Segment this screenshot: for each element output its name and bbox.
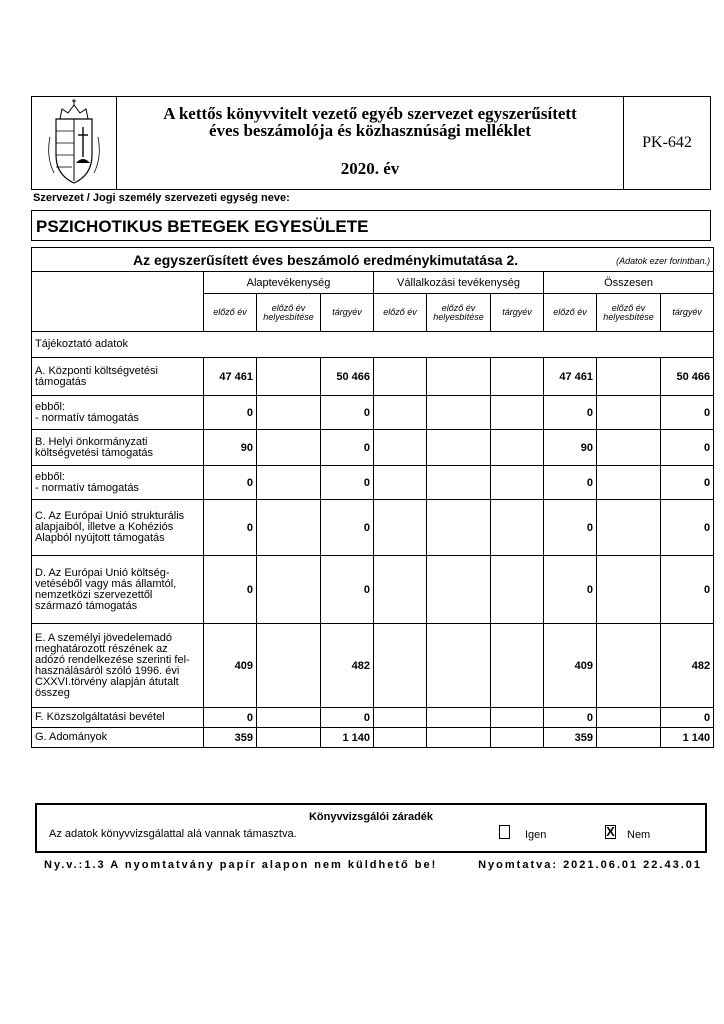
value-cell: 0 <box>204 466 257 500</box>
value-cell <box>257 396 321 430</box>
value-cell <box>374 430 427 466</box>
row-label-line: támogatás <box>35 375 87 388</box>
row-label-line: nemzetközi szervezettől <box>35 588 153 601</box>
no-checkbox[interactable]: X <box>606 824 615 839</box>
row-label-line: költségvetési támogatás <box>35 446 154 459</box>
table-title-cell <box>32 248 714 272</box>
value-cell <box>427 358 491 396</box>
value-cell <box>427 708 491 728</box>
value-cell <box>427 466 491 500</box>
sub-header-line: előző év <box>441 302 476 313</box>
row-label-line: C. Az Európai Unió strukturális <box>35 510 185 522</box>
value-cell: 0 <box>204 500 257 556</box>
value-cell: 90 <box>544 430 597 466</box>
audit-clause-box <box>35 803 707 853</box>
value-cell <box>491 624 544 708</box>
row-label-line: vetéséből vagy más államtól, <box>35 577 177 590</box>
value-cell: 0 <box>544 708 597 728</box>
form-title <box>118 105 622 139</box>
value-cell: 0 <box>661 556 714 624</box>
row-label-line: A. Központi költségvetési <box>35 364 158 377</box>
row-label <box>32 728 204 748</box>
row-label-line: Alapból nyújtott támogatás <box>35 532 165 544</box>
value-cell <box>257 500 321 556</box>
value-cell <box>374 728 427 748</box>
sub-header-line: előző év <box>611 302 646 313</box>
value-cell <box>491 500 544 556</box>
value-cell <box>257 556 321 624</box>
value-cell: 50 466 <box>661 358 714 396</box>
group-header: Alaptevékenység <box>204 272 374 294</box>
sub-header <box>321 294 374 332</box>
value-cell <box>491 430 544 466</box>
value-cell: 0 <box>204 556 257 624</box>
value-cell <box>427 624 491 708</box>
value-cell <box>427 500 491 556</box>
row-label <box>32 500 204 556</box>
sub-header <box>544 294 597 332</box>
row-label-line: ebből: <box>35 470 65 483</box>
value-cell: 47 461 <box>544 358 597 396</box>
value-cell: 359 <box>544 728 597 748</box>
value-cell <box>597 430 661 466</box>
row-label-line: származó támogatás <box>35 599 138 612</box>
row-label-line: B. Helyi önkormányzati <box>35 435 148 448</box>
row-label <box>32 708 204 728</box>
row-label-line: alapjaiból, illetve a Kohéziós <box>35 521 174 533</box>
group-header: Vállalkozási tevékenység <box>374 272 544 294</box>
row-label-line: - normatív támogatás <box>35 411 139 424</box>
row-label-line: G. Adományok <box>35 731 108 743</box>
value-cell: 0 <box>544 556 597 624</box>
form-code: PK-642 <box>623 97 710 189</box>
table-row <box>32 708 714 728</box>
value-cell <box>597 556 661 624</box>
value-cell: 0 <box>544 500 597 556</box>
value-cell <box>257 708 321 728</box>
value-cell: 0 <box>321 500 374 556</box>
sub-header-line: helyesbítése <box>433 311 484 322</box>
value-cell <box>491 396 544 430</box>
table-row <box>32 358 714 396</box>
value-cell <box>427 728 491 748</box>
form-title-line1: A kettős könyvvitelt vezető egyéb szervezet egyszerűsített <box>163 104 577 123</box>
value-cell <box>257 728 321 748</box>
sub-header-line: tárgyév <box>502 307 532 317</box>
group-header-row <box>32 272 714 294</box>
row-label <box>32 466 204 500</box>
value-cell: 0 <box>661 430 714 466</box>
value-cell: 0 <box>204 396 257 430</box>
sub-header <box>374 294 427 332</box>
value-cell <box>491 358 544 396</box>
value-cell <box>597 624 661 708</box>
value-cell <box>257 430 321 466</box>
value-cell <box>427 430 491 466</box>
row-label-line: E. A személyi jövedelemadó <box>35 631 172 644</box>
value-cell <box>374 500 427 556</box>
coat-of-arms-cell <box>32 97 117 189</box>
form-year: 2020. év <box>340 159 400 178</box>
sub-header-line: előző év <box>271 302 306 313</box>
value-cell <box>374 708 427 728</box>
value-cell <box>427 396 491 430</box>
section-row <box>32 332 714 358</box>
value-cell: 0 <box>661 500 714 556</box>
value-cell: 409 <box>204 624 257 708</box>
title-row <box>32 248 714 272</box>
value-cell: 1 140 <box>661 728 714 748</box>
form-title-line2: éves beszámolója és közhasznúsági melléklet <box>208 121 532 140</box>
footer-version: Ny.v.:1.3 A nyomtatvány papír alapon nem küldhető be! <box>44 859 438 871</box>
sub-header <box>204 294 257 332</box>
yes-checkbox[interactable] <box>499 825 510 839</box>
value-cell <box>374 556 427 624</box>
value-cell <box>597 728 661 748</box>
sub-header <box>597 294 661 332</box>
value-cell: 409 <box>544 624 597 708</box>
audit-title: Könyvvizsgálói záradék <box>308 811 434 823</box>
value-cell: 0 <box>321 708 374 728</box>
org-label: Szervezet / Jogi személy szervezeti egység neve: <box>33 192 290 204</box>
value-cell <box>597 358 661 396</box>
value-cell <box>597 396 661 430</box>
value-cell <box>427 556 491 624</box>
table-row <box>32 556 714 624</box>
value-cell: 47 461 <box>204 358 257 396</box>
value-cell <box>374 396 427 430</box>
value-cell <box>257 466 321 500</box>
value-cell: 0 <box>544 466 597 500</box>
value-cell: 0 <box>321 556 374 624</box>
table-title: Az egyszerűsített éves beszámoló eredménykimutatása 2. <box>132 251 519 268</box>
value-cell <box>257 624 321 708</box>
table-row <box>32 396 714 430</box>
row-label-line: F. Közszolgáltatási bevétel <box>35 711 165 723</box>
row-label <box>32 358 204 396</box>
value-cell <box>374 624 427 708</box>
sub-header <box>427 294 491 332</box>
table-row <box>32 500 714 556</box>
footer-printed: Nyomtatva: 2021.06.01 22.43.01 <box>478 859 702 871</box>
row-label-line: adózó rendelkezése szerinti fel- <box>35 653 190 666</box>
value-cell: 0 <box>661 396 714 430</box>
value-cell <box>597 500 661 556</box>
value-cell: 482 <box>661 624 714 708</box>
value-cell: 50 466 <box>321 358 374 396</box>
value-cell <box>374 358 427 396</box>
sub-header-line: előző év <box>213 307 247 317</box>
coat-of-arms-icon <box>32 97 116 189</box>
label-header-cell <box>32 272 204 332</box>
sub-header-line: helyesbítése <box>603 311 654 322</box>
row-label-line: - normatív támogatás <box>35 481 139 494</box>
value-cell <box>491 728 544 748</box>
table-row <box>32 728 714 748</box>
value-cell: 0 <box>321 430 374 466</box>
sub-header-line: tárgyév <box>672 307 702 317</box>
yes-label: Igen <box>525 829 547 841</box>
table-row <box>32 624 714 708</box>
row-label <box>32 556 204 624</box>
value-cell: 0 <box>321 466 374 500</box>
row-label <box>32 624 204 708</box>
value-cell: 359 <box>204 728 257 748</box>
row-label-line: összeg <box>35 686 70 699</box>
table-row <box>32 430 714 466</box>
value-cell <box>491 708 544 728</box>
sub-header-line: tárgyév <box>332 307 362 317</box>
value-cell: 0 <box>544 396 597 430</box>
value-cell: 0 <box>204 708 257 728</box>
value-cell: 0 <box>661 466 714 500</box>
value-cell: 482 <box>321 624 374 708</box>
unit-note: (Adatok ezer forintban.) <box>616 255 711 266</box>
row-label <box>32 396 204 430</box>
sub-header-line: előző év <box>383 307 417 317</box>
row-label-line: D. Az Európai Unió költség- <box>35 566 170 579</box>
row-label-line: meghatározott részének az <box>35 642 168 655</box>
value-cell <box>597 466 661 500</box>
row-label-line: CXXVI.törvény alapján átutalt <box>35 675 179 688</box>
row-label-line: ebből: <box>35 400 65 413</box>
sub-header <box>661 294 714 332</box>
value-cell: 0 <box>661 708 714 728</box>
value-cell <box>374 466 427 500</box>
sub-header <box>257 294 321 332</box>
no-label: Nem <box>627 829 651 841</box>
org-name: PSZICHOTIKUS BETEGEK EGYESÜLETE <box>31 210 711 241</box>
sub-header-line: előző év <box>553 307 587 317</box>
value-cell: 1 140 <box>321 728 374 748</box>
section-label: Tájékoztató adatok <box>32 332 714 358</box>
value-cell: 90 <box>204 430 257 466</box>
income-statement-table <box>31 247 714 748</box>
value-cell <box>597 708 661 728</box>
row-label <box>32 430 204 466</box>
value-cell <box>491 466 544 500</box>
value-cell: 0 <box>321 396 374 430</box>
table-row <box>32 466 714 500</box>
group-header: Összesen <box>544 272 714 294</box>
audit-text: Az adatok könyvvizsgálattal alá vannak támasztva. <box>49 828 297 840</box>
row-label-line: használásáról szóló 1996. évi <box>35 664 180 677</box>
form-header <box>31 96 711 190</box>
value-cell <box>257 358 321 396</box>
sub-header-line: helyesbítése <box>263 311 314 322</box>
value-cell <box>491 556 544 624</box>
sub-header <box>491 294 544 332</box>
